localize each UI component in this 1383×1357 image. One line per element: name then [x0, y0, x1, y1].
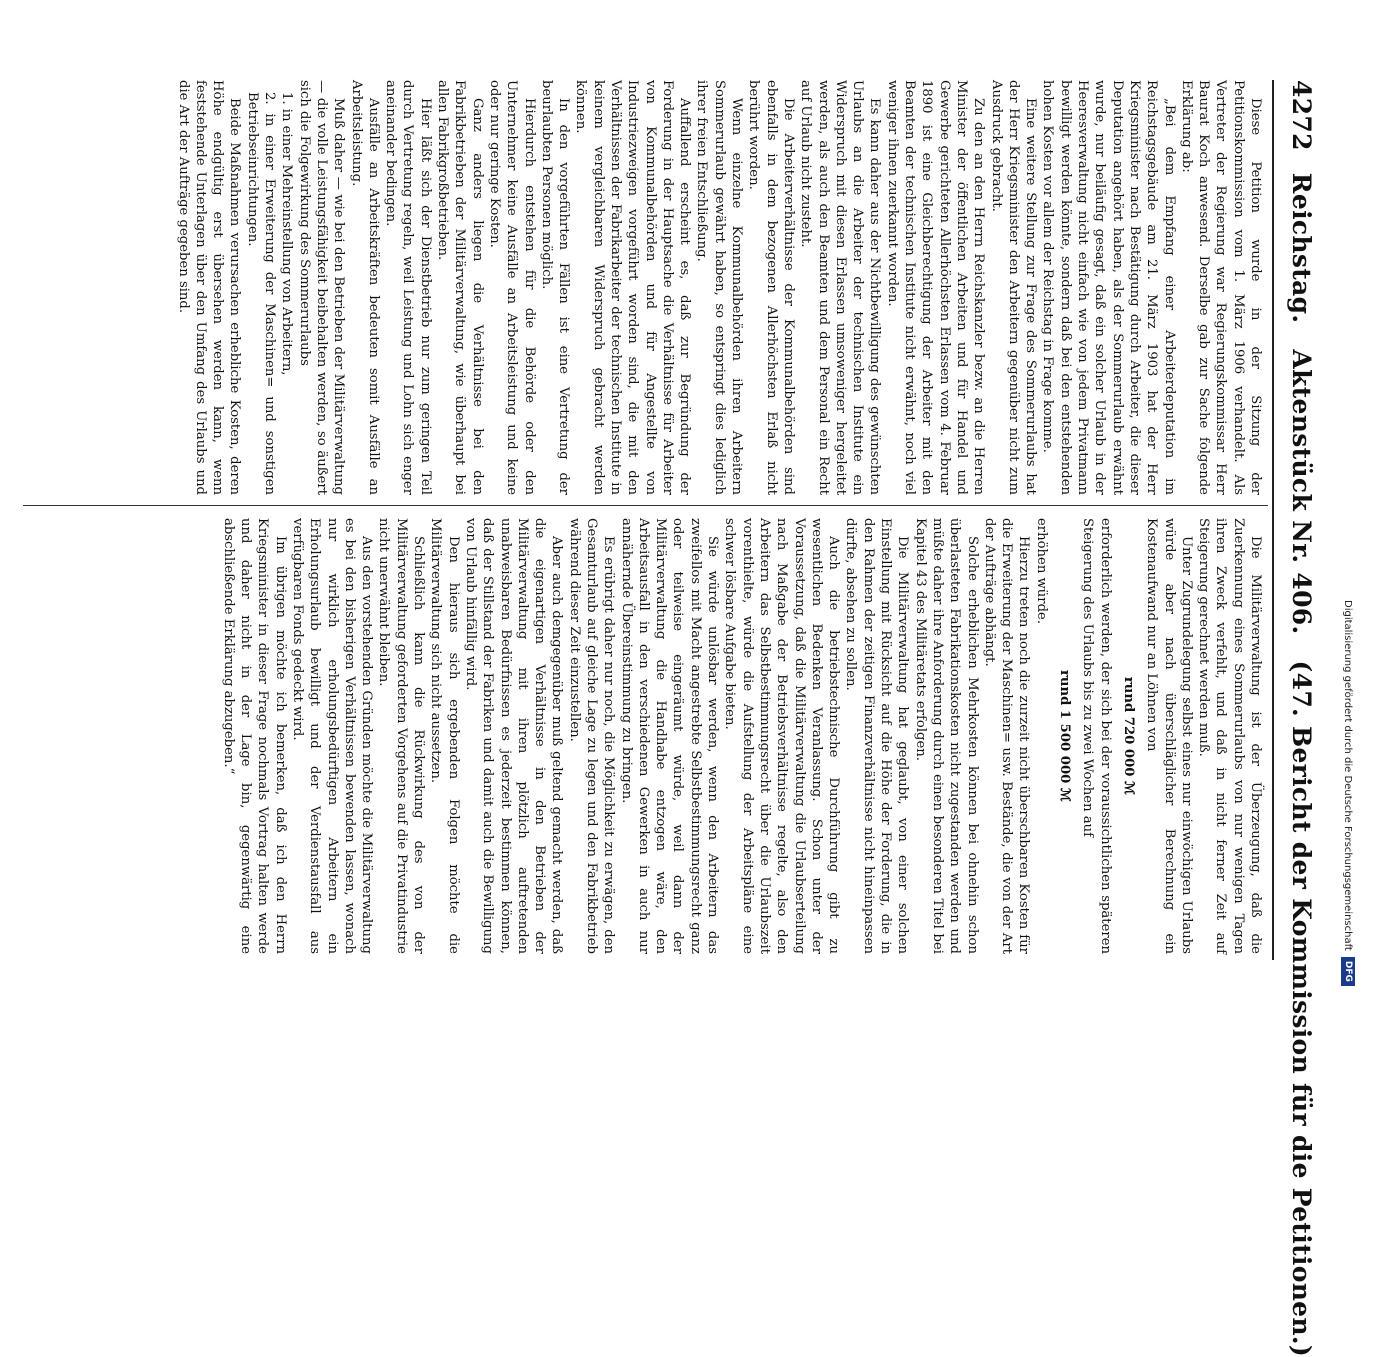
paragraph: Hier läßt sich der Dienstbetrieb nur zum geringen Teil durch Vertretung regeln, weil Leistung und Lohn sich enger aneinander bedingen.: [383, 80, 433, 495]
list-item: 2. in einer Erweiterung der Maschinen= und sonstigen Betriebseinrichtungen.: [244, 92, 278, 495]
paragraph: Die Militärverwaltung hat geglaubt, von einer solchen Einstellung mit Rücksicht auf die Höhe der Forderung, die in den Rahmen der zeitigen Finanzverhältnisse nicht hineinpassen dürfte, absehen zu sollen.: [843, 518, 911, 954]
paragraph: „Bei dem Empfang einer Arbeiterdeputation im Reichstagsgebäude am 21. März 1903 hat der Herr Kriegsminister nach Bestätigung durch Arbeiter, die dieser Deputation angehört haben, als der Sommerurlaub erwähnt wurde, nur beiläufig gesagt, daß ein solcher Urlaub in der Heeresverwaltung nicht einfach wie von jedem Privatmann bewilligt werden könnte, sondern daß bei den entstehenden hohen Kosten vor allem der Reichstag in Frage komme.: [1040, 80, 1177, 495]
paragraph: Zu den an den Herrn Reichskanzler bezw. an die Herren Minister der öffentlichen Arbeiten und für Handel und Gewerbe gerichteten Allerhöchsten Erlassen vom 4. Februar 1890 ist eine Gleichberechtigung der Arbeiter mit den Beamten der technischen Institute nicht erwähnt, noch viel weniger ihnen zuerkannt worden.: [884, 80, 987, 495]
paragraph: In den vorgeführten Fällen ist eine Vertretung der beurlaubten Personen möglich.: [538, 80, 572, 495]
page-number: 4272: [1287, 80, 1317, 151]
paragraph: erforderlich werden, der sich bei der voraussichtlichen späteren Steigerung des Urlaubs bis zu zwei Wochen auf: [1080, 518, 1113, 954]
paragraph: Solche erheblichen Mehrkosten können bei ohnehin schon überlasteten Fabrikationskosten nicht zugestanden werden und müßte daher ihre Anforderung durch einen besonderen Titel bei Kapitel 43 des Militäretats erfolgen.: [912, 518, 980, 954]
paragraph: Wenn einzelne Kommunalbehörden ihren Arbeitern Sommerurlaub gewährt haben, so entspringt dies lediglich ihrer freien Entschließung.: [694, 80, 745, 495]
paragraph: Beide Maßnahmen verursachen erhebliche Kosten, deren Höhe endgültig erst übersehen werden kann, wenn feststehende Unterlagen über den Umfang des Urlaubs und die Art der Aufträge gegeben sind.: [175, 80, 243, 495]
paragraph: Aber auch demgegenüber muß geltend gemacht werden, daß die eigenartigen Verhältnisse in den Betrieben der Militärverwaltung mit ihren plötzlich auftretenden unabweisbaren Bedürfnissen es jederzeit bestimmen können, daß der Stillstand der Fabriken und damit auch die Bewilligung von Urlaub hinfällig wird.: [462, 518, 565, 954]
column-divider: [23, 505, 1268, 506]
paragraph: Auch die betriebstechnische Durchführung gibt zu wesentlichen Bedenken Veranlassung. Schon unter der Voraussetzung, daß die Militärverwaltung die Urlaubserteilung nach Maßgabe der Betriebsverhältnisse regelte, also den Arbeitern das Selbstbestimmungsrecht über die Urlaubszeit vorenthielte, würde die Aufstellung der Arbeitspläne eine schwer lösbare Aufgabe bieten.: [722, 518, 842, 954]
paragraph: Aus den vorstehenden Gründen möchte die Militärverwaltung es bei den bisherigen Verhältnissen bewenden lassen, wonach nur wirklich erholungsbedürftigen Arbeitern ein Erholungsurlaub bewilligt und der Verdienstausfall aus verfügbaren Fonds gedeckt wird.: [289, 518, 375, 954]
header-title: Aktenstück Nr. 406.: [1287, 349, 1317, 635]
paragraph: Unter Zugrundelegung selbst eines nur einwöchigen Urlaubs würde aber nach überschläglicher Berechnung ein Kostenaufwand nur an Löhnen von: [1144, 518, 1194, 954]
credit-text: Digitalisierung gefördert durch die Deutsche Forschungsgemeinschaft: [1342, 600, 1354, 951]
paragraph: Ganz anders liegen die Verhältnisse bei den Fabrikbetrieben der Militärverwaltung, wie überhaupt bei allen Fabrikgroßbetrieben.: [435, 80, 485, 495]
page-header: [1278, 80, 1326, 1357]
paragraph: Den hieraus sich ergebenden Folgen möchte die Militärverwaltung sich nicht aussetzen.: [428, 518, 461, 954]
list-item: 1. in einer Mehreinstellung von Arbeitern,: [279, 92, 295, 376]
paragraph: Hierzu treten noch die zurzeit nicht überschbaren Kosten für die Erweiterung der Maschinen= usw. Bestände, die von der Art der Aufträge abhängt.: [981, 518, 1032, 954]
paragraph: Diese Petition wurde in der Sitzung der Petitionskommission vom 1. März 1906 verhandelt. Als Vertreter der Regierung war Regierungskommissar Herr Baurat Koch anwesend. Derselbe gab zur Sache folgende Erklärung ab:: [1178, 80, 1263, 495]
paragraph: Auffallend erscheint es, daß zur Begründung der Forderung in der Hauptsache die Verhältnisse für Arbeiter von Kommunalbehörden und für Angestellte von Industriezweigen vorgeführt worden sind, die mit den Verhältnissen der Fabrikarbeiter der technischen Institute in keinem vergleichbaren Widerspruch gebracht werden können.: [573, 80, 693, 495]
header-part: Reichstag.: [1287, 172, 1317, 324]
right-column: [219, 518, 1264, 954]
paragraph: Sie würde unlösbar werden, wenn den Arbeitern das zweifellos mit Macht angestrebte Selbstbestimmungsrecht ganz oder teilweise eingeräumt würde, weil dann der Militärverwaltung die Handhabe entzogen wäre, den Arbeitsausfall in den verschiedenen Gewerken in auch nur annähernde Übereinstimmung zu bringen.: [618, 518, 721, 954]
paragraph: Es erübrigt daher nur noch, die Möglichkeit zu erwägen, den Gesamturlaub auf gleiche Lage zu legen und den Fabrikbetrieb während dieser Zeit einzustellen.: [566, 518, 617, 954]
paragraph: erhöhen würde.: [1033, 518, 1049, 625]
paragraph: Schließlich kann die Rückwirkung des von der Militärverwaltung geforderten Vorgehens auf die Privatindustrie nicht unerwähnt bleiben.: [376, 518, 427, 954]
left-column: [174, 80, 1264, 495]
amount-line: rund 720 000 ℳ: [1120, 676, 1136, 796]
paragraph: Die Militärverwaltung ist der Überzeugung, daß die Zuerkennung eines Sommerurlaubs von nur wenigen Tagen ihren Zweck verfehlt, und daß in nicht ferner Zeit auf Steigerung gerechnet werden muß.: [1196, 518, 1263, 954]
digitization-credit: [1340, 600, 1356, 1000]
paragraph: Hierdurch entstehen für die Behörde oder den Unternehmer keine Ausfälle an Arbeitsleistung und keine oder nur geringe Kosten.: [486, 80, 537, 495]
paragraph: Eine weitere Stellung zur Frage des Sommerurlaubs hat der Herr Kriegsminister den Arbeitern gegenüber nicht zum Ausdruck gebracht.: [988, 80, 1039, 495]
dfg-logo: DFG: [1341, 957, 1355, 986]
amount-line: rund 1 500 000 ℳ: [1057, 669, 1073, 803]
header-rule: [1272, 80, 1274, 960]
paragraph: Ausfälle an Arbeitskräften bedeuten somit Ausfälle an Arbeitsleistung.: [348, 80, 381, 495]
paragraph: Die Arbeiterverhältnisse der Kommunalbehörden sind ebenfalls in dem bezogenen Allerhöchsten Erlaß nicht berührt worden.: [746, 80, 796, 495]
header-subtitle: (47. Bericht der Kommission für die Petitionen.): [1287, 660, 1317, 1357]
paragraph: Es kann daher aus der Nichtbewilligung des gewünschten Urlaubs an die Arbeiter der technischen Institute ein Widerspruch mit diesen Erlassen umsoweniger hergeleitet werden, als auch den Beamten und dem Personal ein Recht auf Urlaub nicht zusteht.: [798, 80, 883, 495]
paragraph: Muß daher — wie bei den Betrieben der Militärverwaltung — die volle Leistungsfähigkeit beibehalten werden, so äußert sich die Folgewirkung des Sommerurlaubs: [296, 80, 347, 495]
paragraph: Im übrigen möchte ich bemerken, daß ich den Herrn Kriegsminister in dieser Frage nochmals Vortrag halten werde und daher nicht in der Lage bin, gegenwärtig eine abschließende Erklärung abzugeben.“: [220, 518, 288, 954]
